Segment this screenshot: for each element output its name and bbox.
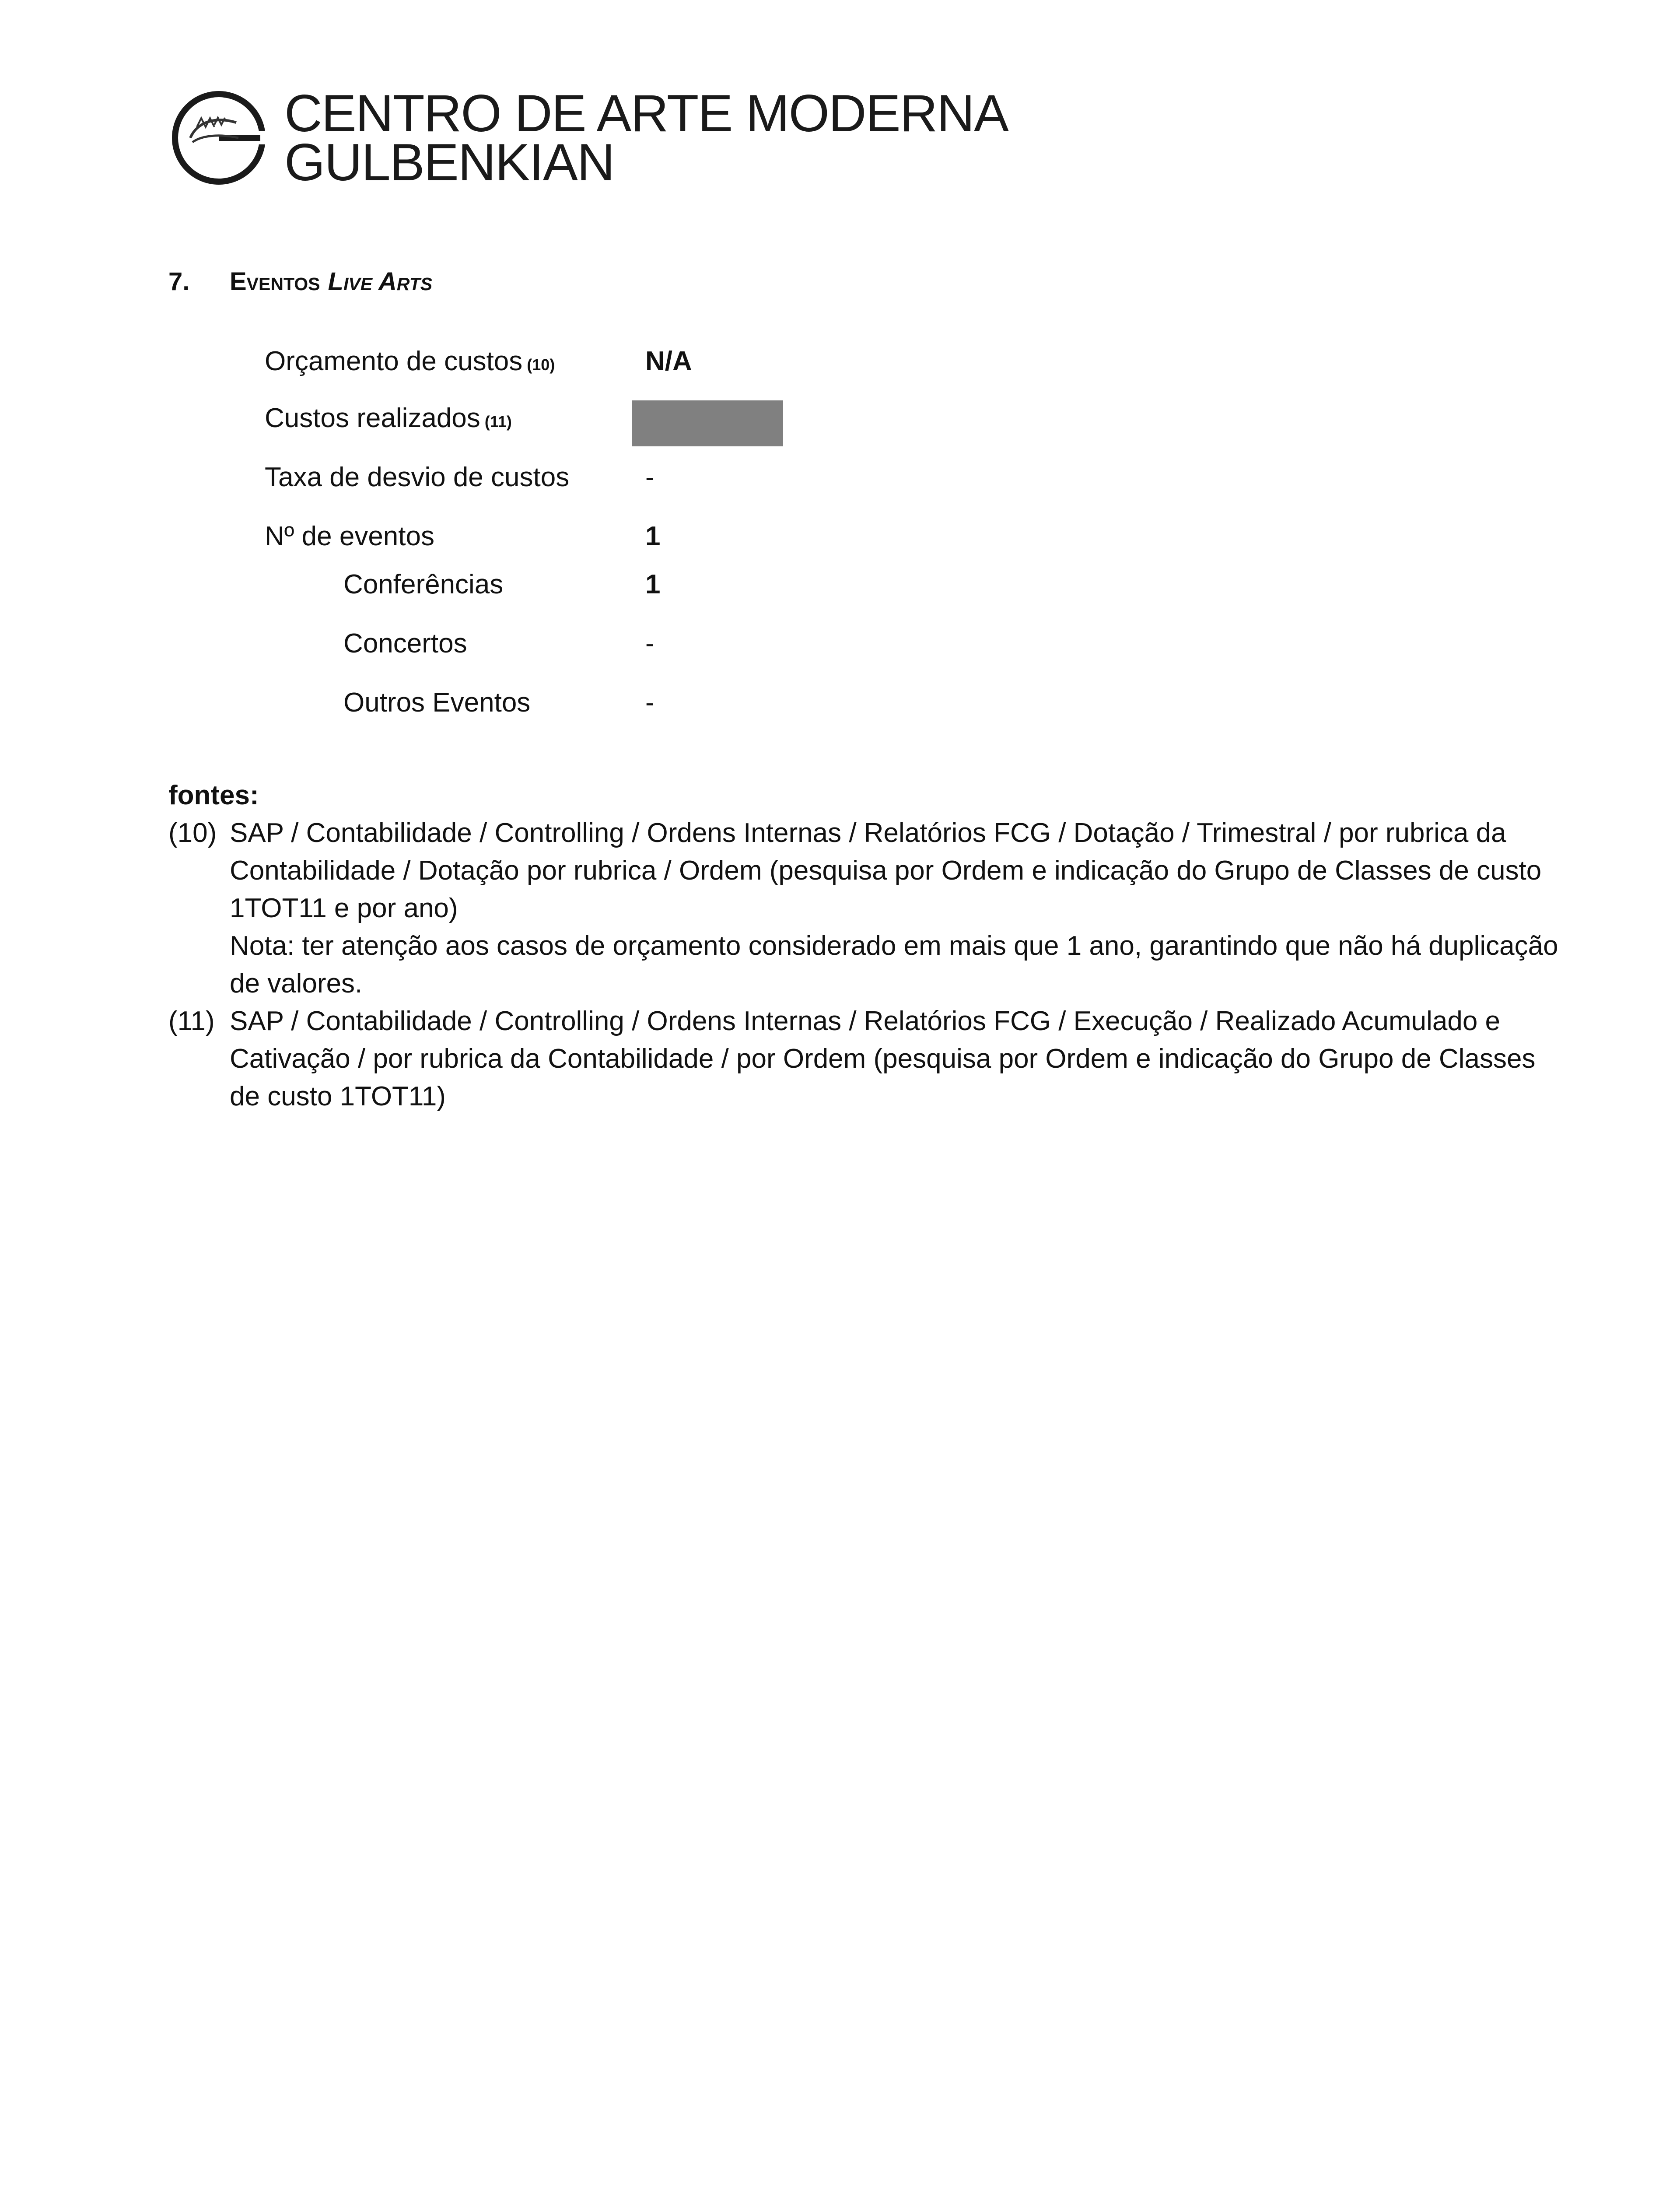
footnote-ref: (10) — [527, 356, 555, 374]
row-label: Concertos — [343, 628, 467, 659]
source-item — [168, 1003, 1560, 1115]
sources-title: fontes: — [168, 780, 259, 810]
table-row — [343, 569, 503, 600]
gulbenkian-g-logo-icon — [166, 85, 271, 190]
row-value: 1 — [645, 569, 661, 600]
row-label: Orçamento de custos — [265, 346, 523, 376]
source-note: Nota: ter atenção aos casos de orçamento considerado em mais que 1 ano, garantindo que não há duplicação de valores. — [230, 931, 1558, 999]
table-row — [343, 687, 530, 718]
source-text: SAP / Contabilidade / Controlling / Ordens Internas / Relatórios FCG / Dotação / Trimestral / por rubrica da Contabilidade / Dotação por rubrica / Ordem (pesquisa por Ordem e indicação do Grupo de Classes de custo 1TOT11 e por ano) — [230, 818, 1542, 923]
section-title-italic: Live Arts — [328, 267, 433, 296]
table-row — [265, 462, 569, 493]
row-value: - — [645, 687, 654, 718]
logo-line-2: GULBENKIAN — [284, 133, 614, 192]
row-value: - — [645, 462, 654, 492]
row-label: Custos realizados — [265, 403, 480, 433]
row-value: 1 — [645, 521, 661, 551]
row-label: Outros Eventos — [343, 687, 531, 718]
row-label: Conferências — [343, 569, 504, 600]
row-label: Nº de eventos — [265, 521, 434, 551]
section-title-plain: Eventos — [230, 267, 320, 296]
sources-section — [168, 777, 1560, 1115]
redacted-value-box — [632, 400, 783, 446]
row-label: Taxa de desvio de custos — [265, 462, 570, 492]
source-number: (10) — [168, 818, 217, 848]
table-row — [265, 521, 434, 552]
row-value: N/A — [645, 346, 692, 376]
source-number: (11) — [168, 1006, 215, 1036]
source-text: SAP / Contabilidade / Controlling / Ordens Internas / Relatórios FCG / Execução / Realizado Acumulado e Cativação / por rubrica da Contabilidade / por Ordem (pesquisa por Ordem e indicação do Grupo de Classes de custo 1TOT11) — [230, 1006, 1536, 1112]
source-item — [168, 814, 1560, 1003]
logo-line-1: CENTRO DE ARTE MODERNA — [284, 84, 1008, 143]
section-number: 7. — [168, 267, 190, 296]
table-row — [265, 346, 555, 377]
logo-wordmark — [284, 84, 1008, 192]
table-row — [343, 628, 467, 659]
row-value: - — [645, 628, 654, 659]
footnote-ref: (11) — [484, 413, 512, 431]
table-row — [265, 403, 512, 434]
section-heading — [168, 267, 432, 296]
header-logo — [166, 85, 1008, 190]
